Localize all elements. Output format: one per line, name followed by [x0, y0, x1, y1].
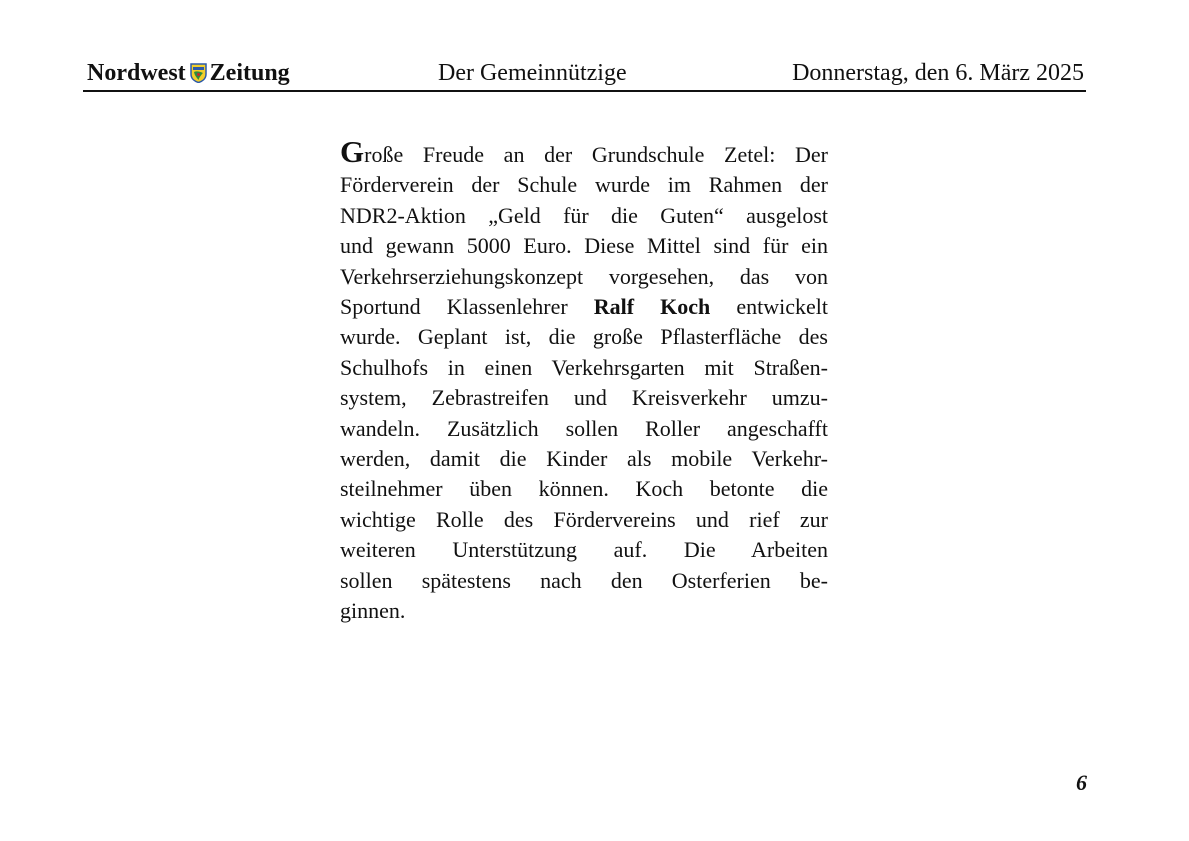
article-line: weiteren Unterstützung auf. Die Arbeiten — [340, 537, 828, 563]
brand-name-left: Nordwest — [87, 60, 186, 86]
article-line: und gewann 5000 Euro. Diese Mittel sind für ein — [340, 233, 828, 259]
article-line: werden, damit die Kinder als mobile Verkehr- — [340, 446, 828, 472]
article-line: NDR2-Aktion „Geld für die Guten“ ausgelost — [340, 202, 828, 228]
article-line-text: roße Freude an der Grundschule Zetel: Der — [364, 142, 828, 167]
article-line: Verkehrserziehungskonzept vorgesehen, das von — [340, 263, 828, 289]
article-line: wurde. Geplant ist, die große Pflasterfläche des — [340, 324, 828, 350]
article-line: Förderverein der Schule wurde im Rahmen der — [340, 172, 828, 198]
article-line — [340, 292, 828, 322]
newspaper-brand — [87, 58, 290, 91]
masthead — [83, 58, 1086, 92]
article-line: system, Zebrastreifen und Kreisverkehr umzu- — [340, 385, 828, 411]
article-line: sollen spätestens nach den Osterferien be- — [340, 567, 828, 593]
person-name: Ralf Koch — [593, 294, 711, 320]
article-line-text: Sportund Klassenlehrer — [340, 294, 568, 320]
brand-name-right: Zeitung — [209, 60, 290, 86]
coat-of-arms-icon — [190, 61, 207, 91]
article-line: wichtige Rolle des Fördervereins und rief zur — [340, 506, 828, 532]
issue-date: Donnerstag, den 6. März 2025 — [792, 60, 1084, 86]
article-line — [340, 134, 828, 170]
article-line: wandeln. Zusätzlich sollen Roller angeschafft — [340, 415, 828, 441]
page-number: 6 — [1076, 770, 1087, 795]
article-body — [340, 134, 829, 627]
drop-cap: G — [340, 134, 365, 169]
article-line: ginnen. — [340, 598, 406, 624]
section-title: Der Gemeinnützige — [438, 60, 627, 86]
article-line: Schulhofs in einen Verkehrsgarten mit Straßen- — [340, 354, 828, 380]
article-line: steilnehmer üben können. Koch betonte die — [340, 476, 828, 502]
article-line-text: entwickelt — [736, 294, 829, 320]
